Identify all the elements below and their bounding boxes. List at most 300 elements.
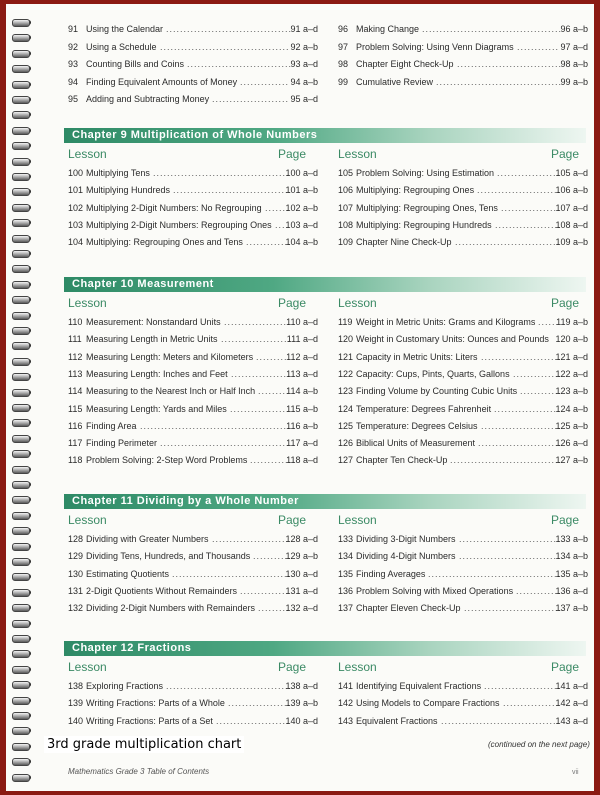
lesson-number: 117	[68, 438, 83, 449]
lesson-number: 121	[338, 351, 354, 362]
leader-dots: .....................................	[160, 41, 290, 52]
spiral-ring	[12, 95, 34, 105]
lesson-page: 133 a–b	[555, 534, 588, 544]
lesson-page: 137 a–b	[555, 603, 588, 614]
leader-dots: ..............................	[457, 59, 563, 69]
spiral-ring	[12, 218, 34, 228]
lesson-page: 121 a–d	[555, 351, 588, 362]
chapter-heading: Chapter 11 Dividing by a Whole Number	[64, 494, 586, 509]
leader-dots: .......................................	[153, 168, 290, 178]
lesson-title: Estimating Quotients	[86, 568, 170, 579]
spiral-ring	[12, 280, 34, 290]
lesson-number: 98	[338, 59, 349, 69]
lesson-title: Capacity: Cups, Pints, Quarts, Gallons	[356, 368, 510, 379]
toc-entry	[68, 681, 318, 692]
lesson-page: 140 a–d	[285, 715, 318, 726]
toc-entry	[338, 59, 588, 70]
toc-entry	[338, 220, 588, 231]
spiral-ring	[12, 449, 34, 459]
lesson-page: 129 a–b	[285, 551, 318, 562]
lesson-title: Measurement: Nonstandard Units	[86, 317, 221, 327]
spiral-ring	[12, 434, 34, 444]
lesson-title: Measuring Length in Metric Units	[86, 334, 218, 345]
lesson-number: 112	[68, 351, 83, 362]
spiral-ring	[12, 388, 34, 398]
lesson-page: 123 a–b	[555, 386, 588, 397]
lesson-title: Temperature: Degrees Celsius	[356, 420, 478, 431]
leader-dots: ....................	[221, 334, 292, 345]
lesson-page: 120 a–b	[555, 334, 588, 345]
lesson-number: 127	[338, 455, 354, 466]
lesson-page: 102 a–b	[285, 202, 318, 213]
leader-dots: .............................	[459, 551, 561, 562]
leader-dots: ....	[275, 219, 290, 230]
page-column-header: Page	[278, 513, 307, 527]
lesson-column-header: Lesson	[338, 296, 377, 310]
lesson-number: 101	[68, 185, 84, 196]
toc-entry	[338, 317, 588, 328]
toc-entry	[68, 369, 318, 380]
lesson-page: 107 a–d	[555, 202, 588, 213]
lesson-column-header: Lesson	[338, 660, 377, 674]
leader-dots: .................	[231, 368, 291, 379]
spiral-ring	[12, 480, 34, 490]
lesson-page: 95 a–d	[290, 94, 318, 104]
lesson-title: Exploring Fractions	[86, 681, 164, 691]
leader-dots: ......................................	[428, 568, 562, 579]
spiral-ring	[12, 757, 34, 767]
lesson-number: 119	[338, 317, 353, 327]
lesson-number: 132	[68, 603, 84, 614]
toc-entry	[338, 185, 588, 196]
lesson-number: 143	[338, 715, 354, 726]
lesson-page: 127 a–b	[555, 455, 588, 466]
lesson-title: Finding Perimeter	[86, 438, 158, 449]
lesson-title: Biblical Units of Measurement	[356, 438, 476, 449]
leader-dots: ....................................	[166, 681, 293, 691]
toc-entry	[68, 220, 318, 231]
lesson-number: 107	[338, 202, 354, 213]
toc-entry	[338, 386, 588, 397]
toc-entry	[68, 603, 318, 614]
toc-entry	[68, 42, 318, 53]
leader-dots: ...........	[253, 551, 292, 562]
leader-dots: ...................	[494, 403, 561, 414]
toc-entry	[338, 334, 588, 345]
toc-entry	[338, 421, 588, 432]
leader-dots: ........................	[478, 438, 563, 449]
lesson-page: 138 a–d	[285, 681, 318, 691]
lesson-number: 142	[338, 698, 354, 709]
lesson-number: 130	[68, 568, 84, 579]
chapter-heading: Chapter 9 Multiplication of Whole Numbers	[64, 128, 586, 143]
lesson-column-header: Lesson	[68, 513, 107, 527]
page-column-header: Page	[278, 660, 307, 674]
lesson-page: 118 a–d	[286, 455, 318, 466]
lesson-title: Measuring Length: Yards and Miles	[86, 403, 227, 414]
toc-entry	[68, 698, 318, 709]
lesson-page: 112 a–d	[286, 351, 318, 362]
lesson-title: 2-Digit Quotients Without Remainders	[86, 585, 238, 596]
spiral-ring	[12, 126, 34, 136]
lesson-title: Problem Solving with Mixed Operations	[356, 585, 514, 596]
lesson-title: Using the Calendar	[86, 24, 164, 34]
spiral-ring	[12, 203, 34, 213]
spiral-ring	[12, 403, 34, 413]
document-page	[6, 4, 594, 791]
spiral-ring	[12, 588, 34, 598]
lesson-title: Problem Solving: 2-Step Word Problems	[86, 455, 248, 466]
leader-dots: ..............	[240, 76, 290, 87]
lesson-number: 141	[338, 681, 354, 691]
spiral-ring	[12, 726, 34, 736]
lesson-title: Equivalent Fractions	[356, 715, 438, 726]
lesson-number: 131	[68, 585, 84, 596]
lesson-page: 91 a–d	[290, 24, 318, 34]
page-column-header: Page	[278, 296, 307, 310]
lesson-title: Temperature: Degrees Fahrenheit	[356, 403, 492, 414]
lesson-number: 108	[338, 219, 354, 230]
leader-dots: ..................	[228, 698, 292, 709]
lesson-number: 92	[68, 41, 79, 52]
toc-entry	[68, 168, 318, 179]
lesson-page: 141 a–d	[555, 681, 588, 691]
lesson-column-header: Lesson	[338, 147, 377, 161]
page-column-header: Page	[551, 147, 580, 161]
lesson-page: 119 a–b	[556, 317, 588, 327]
lesson-page: 128 a–d	[285, 534, 318, 544]
lesson-page: 132 a–d	[285, 603, 318, 614]
toc-entry	[338, 42, 588, 53]
lesson-number: 140	[68, 715, 84, 726]
lesson-number: 124	[338, 403, 354, 414]
leader-dots: .........	[258, 386, 290, 397]
toc-entry	[338, 352, 588, 363]
spiral-ring	[12, 341, 34, 351]
toc-entry	[68, 455, 318, 466]
leader-dots: ........................................	[422, 24, 563, 34]
toc-entry	[68, 77, 318, 88]
lesson-title: Multiplying Hundreds	[86, 185, 171, 196]
lesson-title: Finding Area	[86, 420, 137, 431]
lesson-page: 96 a–b	[560, 24, 588, 34]
spiral-ring	[12, 157, 34, 167]
leader-dots: .........	[258, 603, 290, 614]
leader-dots: ..................................	[173, 185, 293, 196]
lesson-page: 114 a–b	[286, 386, 318, 397]
lesson-number: 94	[68, 76, 79, 87]
toc-entry	[338, 551, 588, 562]
spiral-ring	[12, 649, 34, 659]
toc-entry	[338, 237, 588, 248]
lesson-title: Counting Bills and Coins	[86, 59, 185, 69]
leader-dots: ..........	[256, 351, 292, 362]
spiral-ring	[12, 172, 34, 182]
lesson-number: 128	[68, 534, 84, 544]
spiral-ring	[12, 696, 34, 706]
toc-entry	[68, 569, 318, 580]
lesson-title: Multiplying 2-Digit Numbers: Regrouping Ones	[86, 219, 272, 230]
leader-dots: .............	[516, 585, 562, 596]
leader-dots: ..............	[240, 585, 290, 596]
lesson-column-header: Lesson	[338, 513, 377, 527]
lesson-title: Chapter Eleven Check-Up	[356, 603, 461, 614]
lesson-number: 115	[68, 403, 83, 414]
toc-entry	[68, 551, 318, 562]
lesson-number: 99	[338, 76, 349, 87]
lesson-number: 96	[338, 24, 349, 34]
spiral-ring	[12, 249, 34, 259]
spiral-ring	[12, 773, 34, 783]
toc-entry	[68, 716, 318, 727]
leader-dots: .......................	[481, 420, 562, 431]
spiral-ring	[12, 526, 34, 536]
lesson-number: 116	[68, 420, 83, 431]
lesson-page: 116 a–b	[286, 420, 318, 431]
toc-entry	[68, 534, 318, 545]
page-column-header: Page	[551, 296, 580, 310]
lesson-number: 114	[68, 386, 83, 397]
lesson-page: 113 a–d	[286, 368, 318, 379]
toc-entry	[338, 534, 588, 545]
lesson-title: Chapter Eight Check-Up	[356, 59, 454, 69]
leader-dots: .................	[230, 403, 290, 414]
toc-entry	[68, 317, 318, 328]
lesson-page: 111 a–d	[286, 334, 318, 345]
lesson-number: 95	[68, 94, 79, 104]
toc-entry	[338, 681, 588, 692]
lesson-title: Measuring Length: Meters and Kilometers	[86, 351, 254, 362]
toc-entry	[338, 24, 588, 35]
lesson-page: 117 a–d	[286, 438, 318, 449]
lesson-page: 126 a–d	[555, 438, 588, 449]
lesson-number: 111	[68, 334, 82, 345]
lesson-page: 104 a–b	[285, 237, 318, 248]
lesson-title: Measuring to the Nearest Inch or Half Inch	[86, 386, 256, 397]
spiral-ring	[12, 326, 34, 336]
toc-entry	[338, 77, 588, 88]
leader-dots: ............................	[464, 603, 563, 614]
lesson-page: 100 a–d	[285, 168, 318, 178]
continued-note: (continued on the next page)	[488, 740, 590, 749]
lesson-title: Chapter Ten Check-Up	[356, 455, 448, 466]
leader-dots: ..............	[513, 368, 563, 379]
lesson-title: Writing Fractions: Parts of a Set	[86, 715, 213, 726]
spiral-ring	[12, 680, 34, 690]
lesson-title: Multiplying: Regrouping Ones, Tens	[356, 202, 498, 213]
lesson-page: 109 a–b	[555, 237, 588, 248]
leader-dots: ............	[520, 386, 563, 397]
toc-entry	[68, 386, 318, 397]
spiral-ring	[12, 80, 34, 90]
toc-entry	[68, 24, 318, 35]
lesson-title: Chapter Nine Check-Up	[356, 237, 452, 248]
lesson-page: 139 a–b	[285, 698, 318, 709]
lesson-page: 115 a–b	[286, 403, 318, 414]
lesson-page: 94 a–b	[290, 76, 318, 87]
lesson-number: 105	[338, 168, 354, 178]
spiral-ring	[12, 311, 34, 321]
leader-dots: .......................	[481, 351, 562, 362]
lesson-title: Dividing with Greater Numbers	[86, 534, 209, 544]
lesson-number: 135	[338, 568, 354, 579]
page-column-header: Page	[551, 513, 580, 527]
toc-entry	[68, 185, 318, 196]
leader-dots: ..................................	[441, 715, 561, 726]
lesson-page: 99 a–b	[560, 76, 588, 87]
lesson-number: 120	[338, 334, 354, 345]
image-caption: 3rd grade multiplication chart	[44, 736, 244, 753]
toc-entry	[338, 455, 588, 466]
leader-dots: ............	[250, 455, 293, 466]
leader-dots: ................................	[450, 455, 563, 466]
spiral-ring	[12, 495, 34, 505]
spiral-ring	[12, 64, 34, 74]
leader-dots: .....................................	[160, 438, 290, 449]
spiral-ring	[12, 295, 34, 305]
spiral-ring	[12, 511, 34, 521]
lesson-title: Cumulative Review	[356, 76, 434, 87]
lesson-number: 110	[68, 317, 83, 327]
lesson-title: Multiplying: Regrouping Ones and Tens	[86, 237, 243, 248]
leader-dots: ....................................	[166, 24, 293, 34]
leader-dots: ..................................	[172, 568, 292, 579]
lesson-title: Adding and Subtracting Money	[86, 94, 210, 104]
spiral-ring	[12, 542, 34, 552]
lesson-page: 134 a–b	[555, 551, 588, 562]
toc-entry	[68, 94, 318, 105]
leader-dots: ...................	[495, 219, 562, 230]
lesson-title: Capacity in Metric Units: Liters	[356, 351, 478, 362]
leader-dots: ....................................	[436, 76, 563, 87]
lesson-column-header: Lesson	[68, 147, 107, 161]
leader-dots: .............................	[459, 534, 561, 544]
lesson-title: Weight in Customary Units: Ounces and Pounds	[356, 334, 549, 345]
lesson-number: 102	[68, 202, 84, 213]
lesson-page: 108 a–d	[555, 219, 588, 230]
spiral-ring	[12, 619, 34, 629]
lesson-page: 101 a–b	[285, 185, 318, 196]
lesson-number: 118	[68, 455, 83, 466]
lesson-title: Multiplying 2-Digit Numbers: No Regrouping	[86, 202, 262, 213]
spiral-ring	[12, 572, 34, 582]
toc-entry	[338, 603, 588, 614]
spiral-ring	[12, 18, 34, 28]
lesson-title: Finding Equivalent Amounts of Money	[86, 76, 238, 87]
toc-entry	[338, 203, 588, 214]
lesson-page: 92 a–b	[290, 41, 318, 52]
spiral-ring	[12, 557, 34, 567]
lesson-page: 124 a–b	[555, 403, 588, 414]
spiral-ring	[12, 33, 34, 43]
leader-dots: ............	[517, 41, 560, 52]
chapter-heading: Chapter 10 Measurement	[64, 277, 586, 292]
spiral-ring	[12, 603, 34, 613]
toc-entry	[338, 698, 588, 709]
lesson-page: 98 a–b	[560, 59, 588, 69]
lesson-number: 122	[338, 368, 354, 379]
spiral-ring	[12, 418, 34, 428]
spiral-ring	[12, 357, 34, 367]
lesson-page: 135 a–b	[555, 568, 588, 579]
lesson-number: 138	[68, 681, 84, 691]
spiral-ring	[12, 187, 34, 197]
toc-entry	[338, 716, 588, 727]
spiral-ring	[12, 141, 34, 151]
lesson-page: 93 a–d	[290, 59, 318, 69]
lesson-page: 103 a–d	[285, 219, 318, 230]
leader-dots: ......................	[484, 681, 562, 691]
lesson-page: 106 a–b	[555, 185, 588, 196]
lesson-title: Multiplying: Regrouping Ones	[356, 185, 475, 196]
lesson-number: 129	[68, 551, 84, 562]
lesson-number: 133	[338, 534, 354, 544]
spiral-ring	[12, 665, 34, 675]
lesson-title: Problem Solving: Using Estimation	[356, 168, 495, 178]
leader-dots: ......................	[212, 94, 290, 104]
spiral-ring	[12, 49, 34, 59]
lesson-title: Dividing 3-Digit Numbers	[356, 534, 456, 544]
chapter-heading: Chapter 12 Fractions	[64, 641, 586, 656]
lesson-number: 97	[338, 41, 349, 52]
leader-dots: ......	[538, 317, 560, 327]
toc-entry	[68, 59, 318, 70]
toc-entry	[338, 586, 588, 597]
lesson-title: Dividing 4-Digit Numbers	[356, 551, 456, 562]
leader-dots: .......	[265, 202, 290, 213]
leader-dots: ......................	[212, 534, 290, 544]
leader-dots: ................	[503, 698, 560, 709]
lesson-title: Using Models to Compare Fractions	[356, 698, 500, 709]
toc-entry	[68, 334, 318, 345]
lesson-title: Writing Fractions: Parts of a Whole	[86, 698, 225, 709]
lesson-page: 122 a–d	[555, 368, 588, 379]
lesson-number: 125	[338, 420, 354, 431]
lesson-title: Weight in Metric Units: Grams and Kilograms	[356, 317, 536, 327]
spiral-ring	[12, 372, 34, 382]
toc-entry	[68, 237, 318, 248]
lesson-title: Finding Averages	[356, 568, 426, 579]
lesson-column-header: Lesson	[68, 660, 107, 674]
lesson-title: Problem Solving: Using Venn Diagrams	[356, 41, 514, 52]
page-footer: Mathematics Grade 3 Table of Contents	[68, 767, 210, 776]
lesson-number: 106	[338, 185, 354, 196]
leader-dots: ........................	[477, 185, 562, 196]
lesson-number: 113	[68, 368, 83, 379]
spiral-ring	[12, 742, 34, 752]
spiral-ring	[12, 234, 34, 244]
leader-dots: ..............................	[455, 237, 561, 248]
lesson-number: 136	[338, 585, 354, 596]
toc-entry	[68, 421, 318, 432]
lesson-page: 143 a–d	[555, 715, 588, 726]
lesson-title: Dividing Tens, Hundreds, and Thousands	[86, 551, 251, 562]
lesson-number: 137	[338, 603, 354, 614]
lesson-page: 125 a–b	[555, 420, 588, 431]
leader-dots: ..............................	[187, 59, 293, 69]
lesson-number: 126	[338, 438, 354, 449]
lesson-page: 97 a–d	[560, 41, 588, 52]
page-column-header: Page	[278, 147, 307, 161]
spiral-binding	[12, 18, 36, 778]
lesson-title: Measuring Length: Inches and Feet	[86, 368, 228, 379]
lesson-number: 134	[338, 551, 354, 562]
toc-entry	[338, 569, 588, 580]
toc-entry	[338, 404, 588, 415]
toc-entry	[338, 438, 588, 449]
lesson-number: 91	[68, 24, 79, 34]
spiral-ring	[12, 264, 34, 274]
